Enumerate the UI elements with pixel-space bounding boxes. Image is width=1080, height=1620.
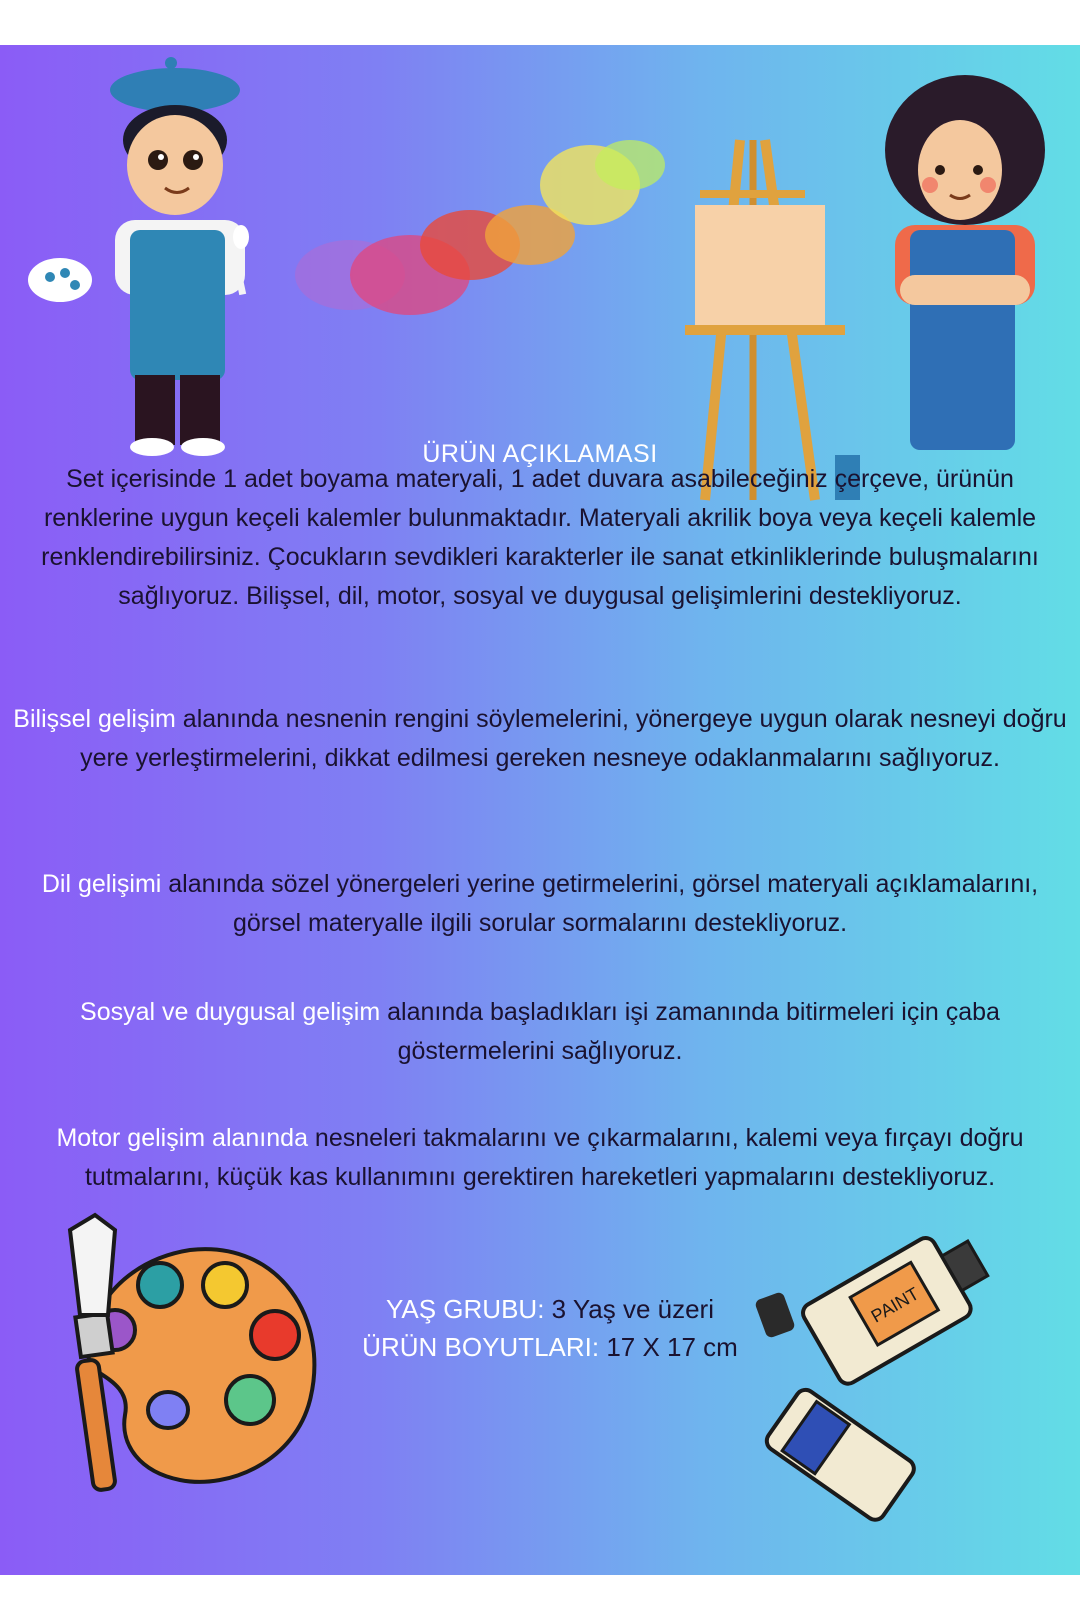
product-size-label: ÜRÜN BOYUTLARI: [362,1332,600,1362]
age-group-label: YAŞ GRUBU: [385,1294,545,1324]
poster-background [0,45,1080,1575]
section-title: Bilişsel gelişim [13,705,176,733]
product-size-value: 17 X 17 cm [599,1332,738,1362]
age-group-line [330,1290,770,1328]
section-body: alanında sözel yönergeleri yerine getirmelerini, görsel materyali açıklamalarını, görsel materyalle ilgili sorular sormalarını destekliyoruz. [161,870,1039,937]
girl-artist-icon [880,60,1060,460]
section-title: Sosyal ve duygusal gelişim [80,998,381,1026]
section-motor [0,1119,1080,1197]
section-body: alanında başladıkları işi zamanında bitirmeleri için çaba göstermelerini sağlıyoruz. [380,998,1000,1065]
age-group-value: 3 Yaş ve üzeri [544,1294,714,1324]
description-heading: ÜRÜN AÇIKLAMASI [422,440,658,468]
section-social-emotional [0,993,1080,1071]
section-language [0,865,1080,943]
boy-painter-icon [15,45,275,465]
section-cognitive [0,700,1080,778]
intro-paragraph: Set içerisinde 1 adet boyama materyali, 1 adet duvara asabileceğiniz çerçeve, ürünün renklerine uygun keçeli kalemler bulunmaktadır. Materyali akrilik boya veya keçeli kalemle renklendirebilirsiniz. Çocukların sevdikleri karakterler ile sanat etkinliklerinde buluşmalarını sağlıyoruz. Bilişsel, dil, motor, sosyal ve duygusal gelişimlerini destekliyoruz. [41,465,1039,610]
paint-palette-icon [40,1210,340,1510]
section-body: alanında nesnenin rengini söylemelerini, yönergeye uygun olarak nesneyi doğru yere yerleştirmelerini, dikkat edilmesi gereken nesneye odaklanmalarını sağlıyoruz. [80,705,1067,772]
intro-block [0,460,1080,616]
tube-label: PAINT [867,1283,923,1327]
color-splash-icon [290,125,680,345]
product-size-line [330,1328,770,1366]
section-body: nesneleri takmalarını ve çıkarmalarını, kalemi veya fırçayı doğru tutmalarını, küçük kas kullanımını gerektiren hareketleri yapmalarını destekliyoruz. [84,1124,1024,1191]
section-title: Dil gelişimi [41,870,162,898]
section-title: Motor gelişim alanında [56,1124,308,1152]
paint-tubes-icon [755,1225,1005,1525]
